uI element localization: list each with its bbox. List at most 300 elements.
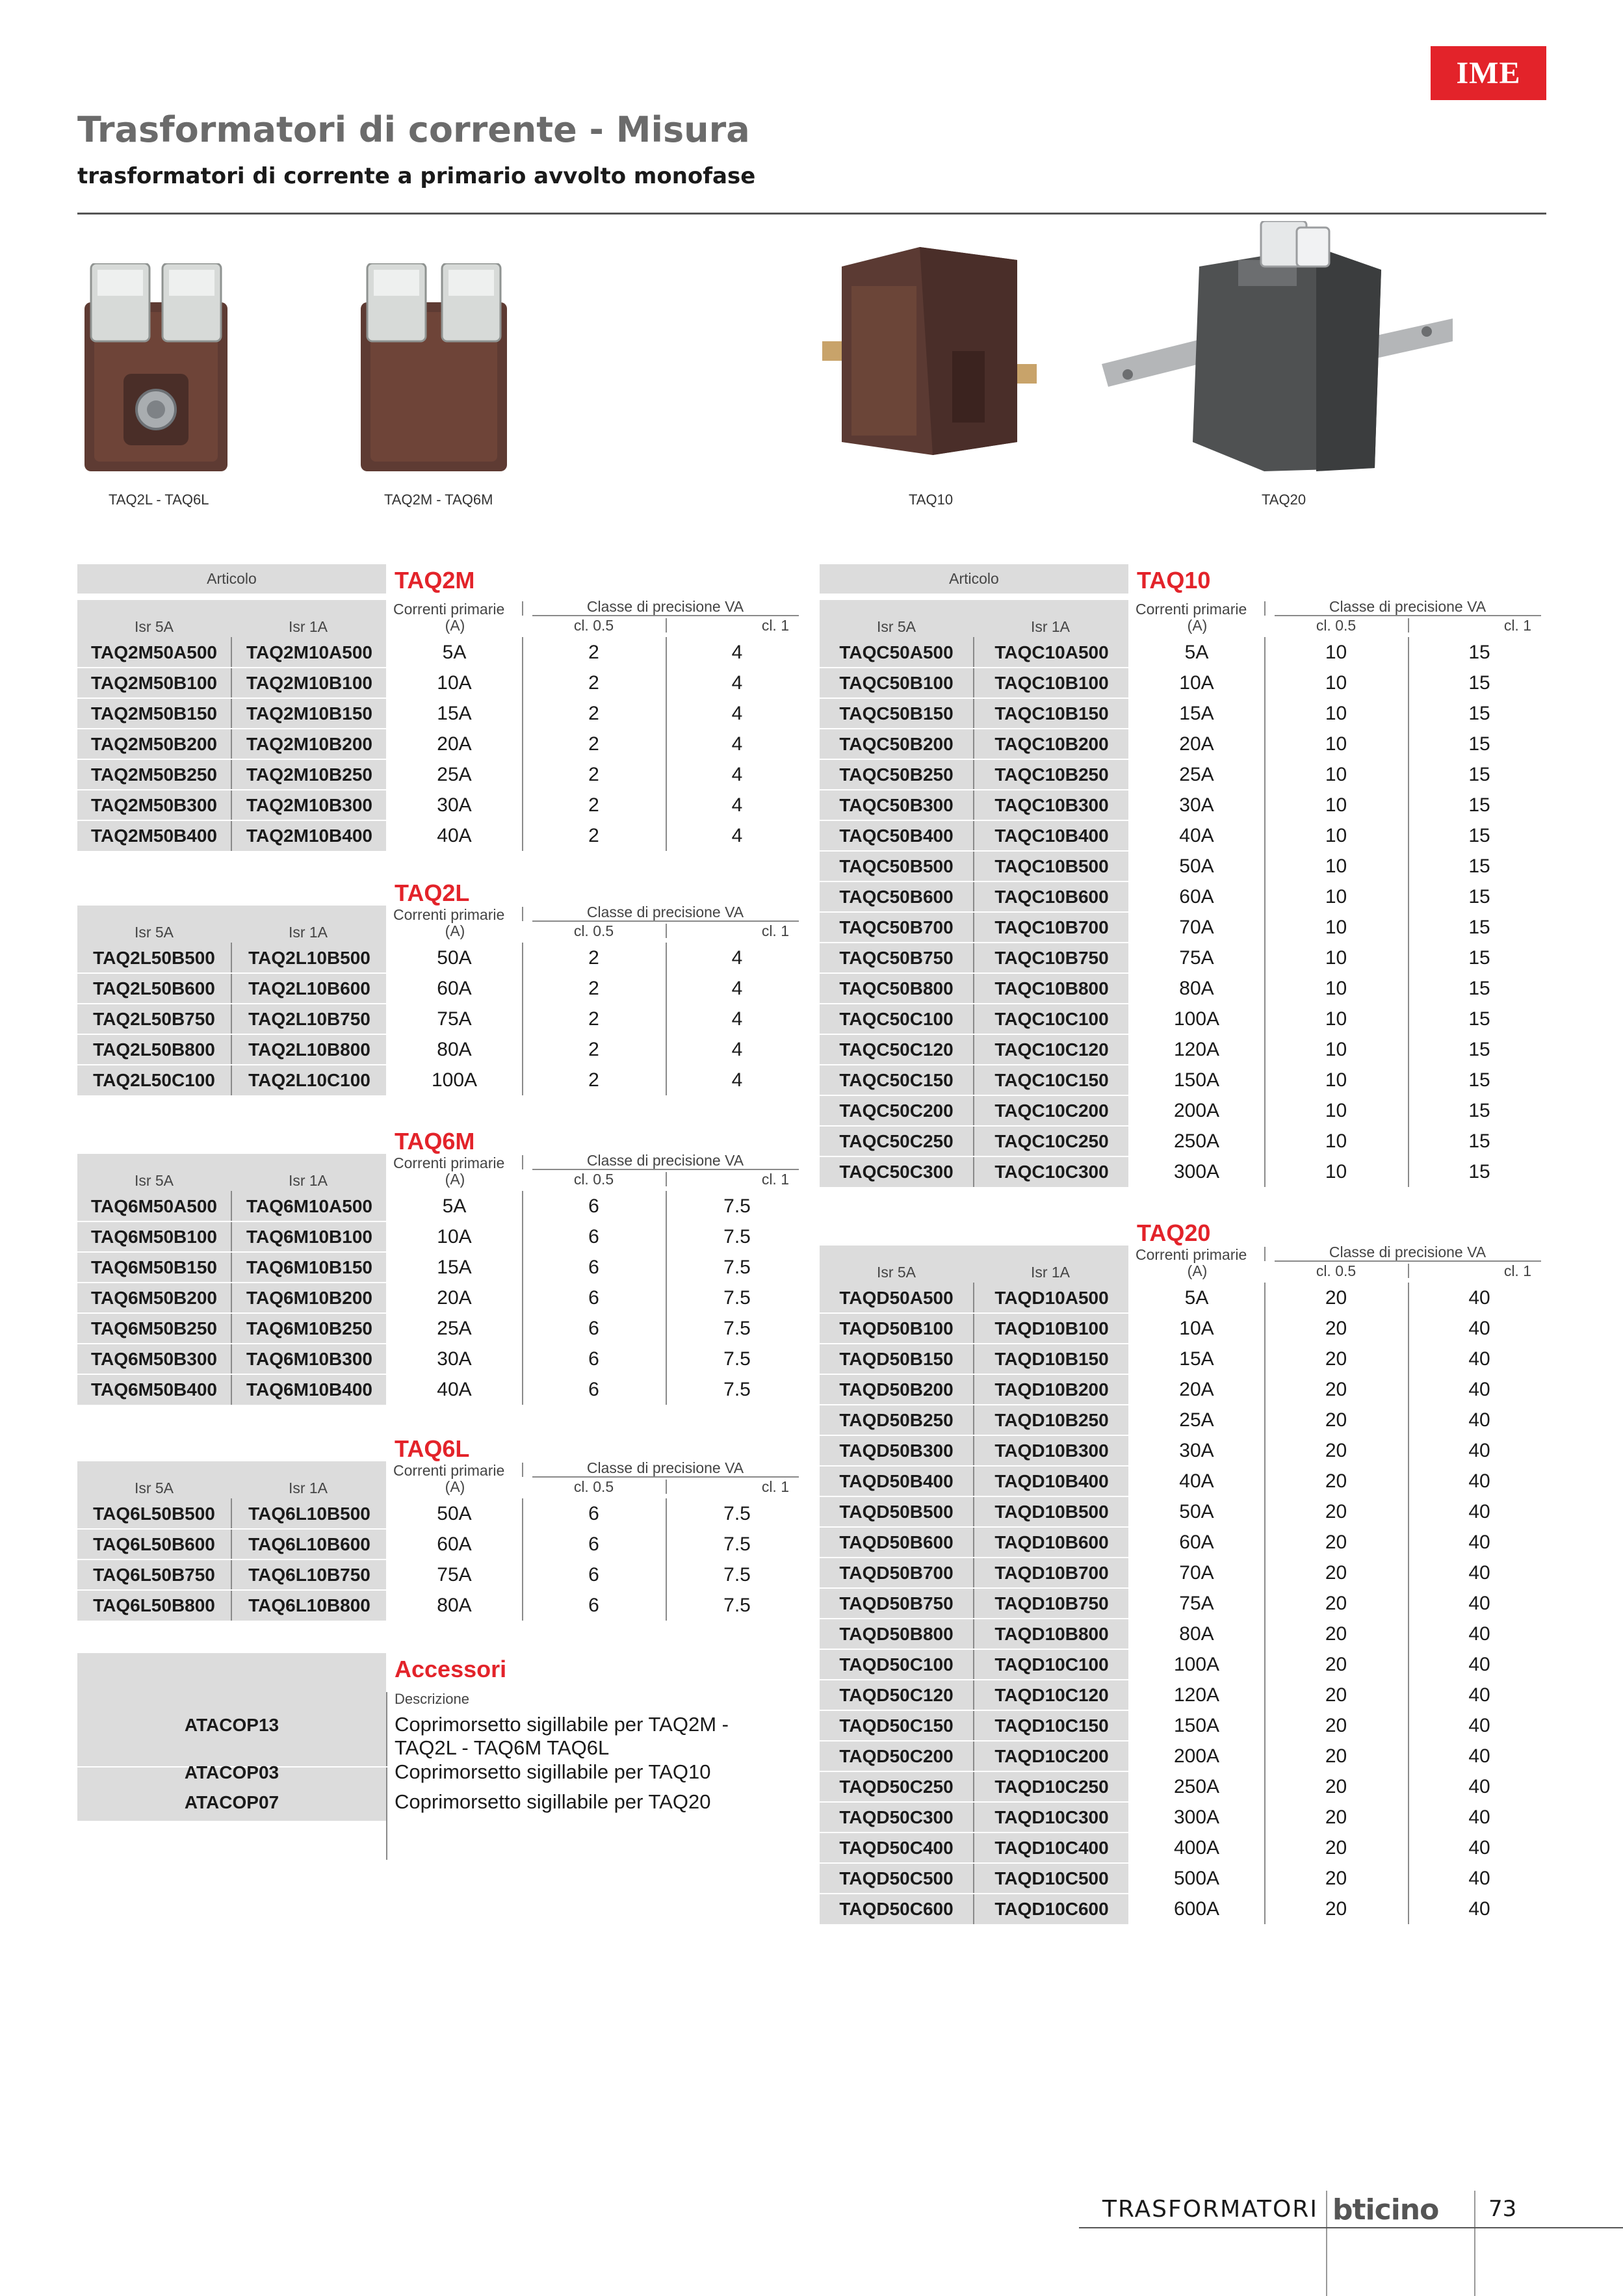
table-title: TAQ2M xyxy=(395,567,475,594)
footer-rule xyxy=(1079,2227,1623,2228)
article-code-5a: TAQC50C150 xyxy=(839,1070,954,1090)
correnti-label: Correnti primarie xyxy=(1136,601,1247,618)
class-1-va: 7.5 xyxy=(723,1564,751,1585)
class-1-va: 40 xyxy=(1468,1593,1490,1614)
class-1-va: 15 xyxy=(1468,764,1490,785)
class-0-5-va: 20 xyxy=(1325,1715,1347,1736)
article-code-1a: TAQC10B100 xyxy=(973,668,1129,698)
article-code-1a: TAQC10A500 xyxy=(973,637,1129,668)
class-0-5-va: 2 xyxy=(588,978,599,999)
primary-current: 50A xyxy=(437,1503,472,1524)
article-code-5a: TAQD50C500 xyxy=(839,1868,954,1888)
class-0-5-va: 6 xyxy=(588,1533,599,1555)
primary-current: 5A xyxy=(442,642,467,663)
article-code-5a: TAQ6M50B300 xyxy=(90,1349,217,1369)
article-code-1a: TAQC10C120 xyxy=(973,1034,1129,1065)
primary-current: 20A xyxy=(1179,1379,1214,1400)
taq2m-product-image xyxy=(354,263,513,478)
class-0-5-va: 6 xyxy=(588,1195,599,1217)
primary-current: 30A xyxy=(437,1348,472,1370)
class-1-va: 7.5 xyxy=(723,1595,751,1616)
article-code-5a: TAQC50B300 xyxy=(839,795,954,815)
class-1-va: 7.5 xyxy=(723,1195,751,1217)
class-1-va: 15 xyxy=(1468,1008,1490,1030)
article-code-5a: TAQD50C400 xyxy=(839,1838,954,1858)
class-0-5-va: 6 xyxy=(588,1257,599,1278)
article-code-5a: TAQD50C100 xyxy=(839,1654,954,1675)
primary-current: 70A xyxy=(1179,1562,1214,1584)
class-1-va: 40 xyxy=(1468,1409,1490,1431)
accessory-code: ATACOP07 xyxy=(184,1792,279,1812)
article-code-1a: TAQC10B150 xyxy=(973,698,1129,729)
article-code-5a: TAQ2L50B500 xyxy=(93,948,215,968)
table-row xyxy=(820,912,1551,943)
class-1-va: 40 xyxy=(1468,1745,1490,1767)
table-title: TAQ2L xyxy=(395,880,470,906)
classe-label: Classe di precisione VA xyxy=(586,1459,744,1476)
class-0-5-va: 2 xyxy=(588,947,599,969)
table-row xyxy=(820,820,1551,851)
article-code-5a: TAQD50B400 xyxy=(839,1471,954,1491)
correnti-unit-label: (A) xyxy=(445,1478,465,1495)
page-title: Trasformatori di corrente - Misura xyxy=(77,109,750,150)
primary-current: 20A xyxy=(437,733,472,755)
class-1-va: 40 xyxy=(1468,1470,1490,1492)
article-code-1a: TAQC10B700 xyxy=(973,912,1129,943)
primary-current: 400A xyxy=(1173,1837,1220,1859)
class-1-va: 15 xyxy=(1468,672,1490,694)
table-row xyxy=(77,729,809,759)
article-code-1a: TAQ6M10B200 xyxy=(231,1283,387,1313)
article-code-5a: TAQC50C300 xyxy=(839,1162,954,1182)
class-1-va: 40 xyxy=(1468,1501,1490,1522)
table-row xyxy=(820,1004,1551,1034)
accessory-code: ATACOP13 xyxy=(184,1715,279,1735)
article-code-5a: TAQ2L50B600 xyxy=(93,978,215,998)
taq20-product-image xyxy=(1102,221,1453,475)
table-row xyxy=(820,1126,1551,1156)
descrizione-label: Descrizione xyxy=(395,1691,469,1707)
cl1-label: cl. 1 xyxy=(761,617,789,634)
class-0-5-va: 10 xyxy=(1325,1008,1347,1030)
primary-current: 500A xyxy=(1173,1868,1220,1889)
class-0-5-va: 20 xyxy=(1325,1348,1347,1370)
primary-current: 75A xyxy=(437,1564,472,1585)
correnti-label: Correnti primarie xyxy=(393,601,505,618)
table-row xyxy=(77,1283,809,1313)
article-code-1a: TAQD10C400 xyxy=(973,1833,1129,1863)
class-0-5-va: 6 xyxy=(588,1318,599,1339)
accessories-title: Accessori xyxy=(395,1656,507,1682)
article-code-5a: TAQ2M50B100 xyxy=(90,673,217,693)
article-code-1a: TAQC10B200 xyxy=(973,729,1129,759)
table-row xyxy=(820,1680,1551,1710)
article-code-1a: TAQ2M10B300 xyxy=(231,790,387,820)
primary-current: 80A xyxy=(1179,978,1214,999)
class-0-5-va: 20 xyxy=(1325,1532,1347,1553)
article-code-5a: TAQ2M50B300 xyxy=(90,795,217,815)
table-row xyxy=(77,1498,809,1529)
article-code-1a: TAQD10C100 xyxy=(973,1649,1129,1680)
class-1-va: 7.5 xyxy=(723,1257,751,1278)
article-code-1a: TAQC10B800 xyxy=(973,973,1129,1004)
table-row xyxy=(820,1065,1551,1095)
article-code-1a: TAQ6M10A500 xyxy=(231,1191,387,1221)
article-code-5a: TAQ2L50B750 xyxy=(93,1009,215,1029)
class-0-5-va: 10 xyxy=(1325,825,1347,846)
class-1-va: 7.5 xyxy=(723,1226,751,1247)
classe-label: Classe di precisione VA xyxy=(586,1152,744,1169)
bticino-logo: bticino xyxy=(1332,2193,1439,2226)
class-1-va: 15 xyxy=(1468,825,1490,846)
class-0-5-va: 20 xyxy=(1325,1409,1347,1431)
table-row xyxy=(77,698,809,729)
table-row xyxy=(820,1527,1551,1558)
class-0-5-va: 20 xyxy=(1325,1379,1347,1400)
class-0-5-va: 6 xyxy=(588,1348,599,1370)
table-row xyxy=(77,1559,809,1590)
class-0-5-va: 2 xyxy=(588,672,599,694)
article-code-1a: TAQC10B300 xyxy=(973,790,1129,820)
class-0-5-va: 2 xyxy=(588,703,599,724)
class-1-va: 7.5 xyxy=(723,1318,751,1339)
class-0-5-va: 6 xyxy=(588,1226,599,1247)
table-row xyxy=(820,851,1551,881)
isr5-label: Isr 5A xyxy=(134,924,174,941)
primary-current: 15A xyxy=(437,703,472,724)
class-0-5-va: 2 xyxy=(588,764,599,785)
class-0-5-va: 2 xyxy=(588,1008,599,1030)
article-code-1a: TAQD10B250 xyxy=(973,1405,1129,1435)
article-code-5a: TAQD50B150 xyxy=(839,1349,954,1369)
class-1-va: 40 xyxy=(1468,1287,1490,1309)
article-code-1a: TAQ6M10B400 xyxy=(231,1374,387,1405)
primary-current: 100A xyxy=(1173,1654,1220,1675)
class-0-5-va: 6 xyxy=(588,1564,599,1585)
primary-current: 80A xyxy=(437,1595,472,1616)
class-1-va: 40 xyxy=(1468,1532,1490,1553)
cl1-label: cl. 1 xyxy=(1503,1262,1531,1279)
article-code-5a: TAQC50B400 xyxy=(839,826,954,846)
class-1-va: 40 xyxy=(1468,1898,1490,1920)
primary-current: 40A xyxy=(437,825,472,846)
class-0-5-va: 10 xyxy=(1325,1100,1347,1121)
article-code-5a: TAQD50B800 xyxy=(839,1624,954,1644)
table-row xyxy=(77,790,809,820)
class-0-5-va: 20 xyxy=(1325,1470,1347,1492)
class-0-5-va: 20 xyxy=(1325,1501,1347,1522)
class-1-va: 15 xyxy=(1468,1100,1490,1121)
article-code-1a: TAQD10B100 xyxy=(973,1313,1129,1344)
class-0-5-va: 2 xyxy=(588,1069,599,1091)
correnti-unit-label: (A) xyxy=(1187,1262,1208,1279)
article-code-1a: TAQC10B250 xyxy=(973,759,1129,790)
article-code-5a: TAQ6M50B250 xyxy=(90,1318,217,1338)
primary-current: 30A xyxy=(1179,1440,1214,1461)
primary-current: 5A xyxy=(1184,642,1209,663)
correnti-unit-label: (A) xyxy=(445,1171,465,1188)
table-row xyxy=(820,1771,1551,1802)
class-1-va: 15 xyxy=(1468,1039,1490,1060)
article-code-1a: TAQD10C500 xyxy=(973,1863,1129,1894)
primary-current: 120A xyxy=(1173,1039,1220,1060)
article-code-5a: TAQD50C600 xyxy=(839,1899,954,1919)
article-code-5a: TAQC50B600 xyxy=(839,887,954,907)
correnti-unit-label: (A) xyxy=(1187,617,1208,634)
article-code-1a: TAQ2L10B800 xyxy=(231,1034,387,1065)
article-code-1a: TAQC10C100 xyxy=(973,1004,1129,1034)
article-code-5a: TAQC50A500 xyxy=(839,642,954,662)
class-0-5-va: 2 xyxy=(588,733,599,755)
primary-current: 60A xyxy=(437,978,472,999)
class-1-va: 15 xyxy=(1468,642,1490,663)
title-divider xyxy=(77,213,1546,215)
article-code-5a: TAQC50B750 xyxy=(839,948,954,968)
table-row xyxy=(77,759,809,790)
article-code-5a: TAQD50B600 xyxy=(839,1532,954,1552)
isr1-label: Isr 1A xyxy=(1030,618,1071,635)
article-code-1a: TAQC10C250 xyxy=(973,1126,1129,1156)
table-row xyxy=(77,820,809,851)
articolo-label: Articolo xyxy=(949,570,999,587)
article-code-5a: TAQC50C100 xyxy=(839,1009,954,1029)
article-code-1a: TAQC10B500 xyxy=(973,851,1129,881)
article-code-1a: TAQ6L10B500 xyxy=(231,1498,387,1529)
primary-current: 75A xyxy=(437,1008,472,1030)
class-1-va: 40 xyxy=(1468,1379,1490,1400)
table-row xyxy=(77,1313,809,1344)
isr1-label: Isr 1A xyxy=(288,924,328,941)
class-1-va: 7.5 xyxy=(723,1533,751,1555)
article-code-1a: TAQC10B750 xyxy=(973,943,1129,973)
table-row xyxy=(820,1034,1551,1065)
table-row xyxy=(820,729,1551,759)
correnti-unit-label: (A) xyxy=(445,617,465,634)
primary-current: 15A xyxy=(1179,703,1214,724)
table-row xyxy=(820,1374,1551,1405)
correnti-label: Correnti primarie xyxy=(393,906,505,923)
article-code-5a: TAQ2M50B150 xyxy=(90,703,217,724)
cl05-label: cl. 0.5 xyxy=(573,1478,614,1495)
primary-current: 250A xyxy=(1173,1776,1220,1797)
class-0-5-va: 10 xyxy=(1325,947,1347,969)
article-code-5a: TAQD50A500 xyxy=(839,1288,954,1308)
correnti-label: Correnti primarie xyxy=(1136,1246,1247,1263)
article-code-1a: TAQ6L10B600 xyxy=(231,1529,387,1559)
table-row xyxy=(77,1065,809,1095)
article-code-5a: TAQC50C120 xyxy=(839,1039,954,1060)
article-code-1a: TAQD10C150 xyxy=(973,1710,1129,1741)
article-code-1a: TAQD10B200 xyxy=(973,1374,1129,1405)
table-row xyxy=(77,1191,809,1221)
class-0-5-va: 10 xyxy=(1325,1069,1347,1091)
primary-current: 200A xyxy=(1173,1745,1220,1767)
class-0-5-va: 20 xyxy=(1325,1287,1347,1309)
photo-caption: TAQ10 xyxy=(909,491,954,508)
class-0-5-va: 2 xyxy=(588,1039,599,1060)
table-title: TAQ6M xyxy=(395,1128,475,1155)
class-1-va: 4 xyxy=(731,825,743,846)
table-row xyxy=(820,1619,1551,1649)
article-code-5a: TAQ6L50B800 xyxy=(93,1595,215,1615)
table-row xyxy=(820,1405,1551,1435)
taq10-product-image xyxy=(822,247,1037,462)
classe-label: Classe di precisione VA xyxy=(1329,1244,1487,1260)
photo-caption: TAQ2L - TAQ6L xyxy=(109,491,209,508)
article-code-1a: TAQ6M10B100 xyxy=(231,1221,387,1252)
footer-divider xyxy=(1474,2191,1475,2296)
article-code-5a: TAQD50B700 xyxy=(839,1563,954,1583)
article-code-1a: TAQD10B300 xyxy=(973,1435,1129,1466)
primary-current: 120A xyxy=(1173,1684,1220,1706)
articolo-label: Articolo xyxy=(207,570,257,587)
article-code-1a: TAQD10C600 xyxy=(973,1894,1129,1924)
isr5-label: Isr 5A xyxy=(134,1480,174,1496)
table-row xyxy=(820,668,1551,698)
primary-current: 150A xyxy=(1173,1715,1220,1736)
class-0-5-va: 20 xyxy=(1325,1745,1347,1767)
class-0-5-va: 10 xyxy=(1325,855,1347,877)
class-1-va: 40 xyxy=(1468,1440,1490,1461)
primary-current: 25A xyxy=(437,764,472,785)
class-1-va: 7.5 xyxy=(723,1503,751,1524)
table-row xyxy=(820,1283,1551,1313)
table-row xyxy=(820,1344,1551,1374)
article-code-1a: TAQD10B400 xyxy=(973,1466,1129,1496)
table-row xyxy=(820,1833,1551,1863)
primary-current: 75A xyxy=(1179,947,1214,969)
accessory-description: Coprimorsetto sigillabile per TAQ2M - TAQ2L - TAQ6M TAQ6L xyxy=(395,1713,729,1759)
class-1-va: 40 xyxy=(1468,1348,1490,1370)
table-row xyxy=(820,1156,1551,1187)
article-code-5a: TAQD50B500 xyxy=(839,1502,954,1522)
cl1-label: cl. 1 xyxy=(1503,617,1531,634)
primary-current: 20A xyxy=(437,1287,472,1309)
primary-current: 50A xyxy=(1179,855,1214,877)
isr1-label: Isr 1A xyxy=(288,618,328,635)
article-code-5a: TAQ6L50B600 xyxy=(93,1534,215,1554)
primary-current: 60A xyxy=(437,1533,472,1555)
table-row xyxy=(820,1802,1551,1833)
class-1-va: 15 xyxy=(1468,886,1490,907)
primary-current: 25A xyxy=(1179,764,1214,785)
table-row xyxy=(820,698,1551,729)
article-code-5a: TAQC50C250 xyxy=(839,1131,954,1151)
taq2l-product-image xyxy=(78,263,234,478)
accessory-description: Coprimorsetto sigillabile per TAQ20 xyxy=(395,1790,711,1813)
article-code-5a: TAQC50B200 xyxy=(839,734,954,754)
article-code-5a: TAQ6M50B100 xyxy=(90,1227,217,1247)
classe-label: Classe di precisione VA xyxy=(586,904,744,920)
class-0-5-va: 20 xyxy=(1325,1807,1347,1828)
article-code-5a: TAQ2M50A500 xyxy=(90,642,217,662)
table-row xyxy=(820,1863,1551,1894)
article-code-1a: TAQ6M10B150 xyxy=(231,1252,387,1283)
table-row xyxy=(820,1496,1551,1527)
accessory-description: Coprimorsetto sigillabile per TAQ10 xyxy=(395,1760,711,1783)
cl1-label: cl. 1 xyxy=(761,1171,789,1188)
primary-current: 50A xyxy=(1179,1501,1214,1522)
primary-current: 30A xyxy=(437,794,472,816)
class-1-va: 4 xyxy=(731,1039,743,1060)
table-row xyxy=(77,1221,809,1252)
class-0-5-va: 20 xyxy=(1325,1654,1347,1675)
class-0-5-va: 20 xyxy=(1325,1623,1347,1645)
class-1-va: 15 xyxy=(1468,917,1490,938)
class-0-5-va: 20 xyxy=(1325,1776,1347,1797)
isr1-label: Isr 1A xyxy=(1030,1264,1071,1281)
footer-divider xyxy=(1326,2191,1327,2296)
class-0-5-va: 10 xyxy=(1325,978,1347,999)
primary-current: 15A xyxy=(1179,1348,1214,1370)
class-0-5-va: 10 xyxy=(1325,886,1347,907)
primary-current: 300A xyxy=(1173,1161,1220,1182)
article-code-1a: TAQD10B150 xyxy=(973,1344,1129,1374)
primary-current: 60A xyxy=(1179,886,1214,907)
correnti-unit-label: (A) xyxy=(445,922,465,939)
table-row xyxy=(77,637,809,668)
class-1-va: 40 xyxy=(1468,1318,1490,1339)
article-code-1a: TAQ2L10C100 xyxy=(231,1065,387,1095)
article-code-5a: TAQC50C200 xyxy=(839,1101,954,1121)
class-1-va: 4 xyxy=(731,764,743,785)
article-code-5a: TAQ2M50B200 xyxy=(90,734,217,754)
table-row xyxy=(820,943,1551,973)
article-code-5a: TAQ6M50B150 xyxy=(90,1257,217,1277)
article-code-5a: TAQ2M50B400 xyxy=(90,826,217,846)
article-code-5a: TAQC50B500 xyxy=(839,856,954,876)
article-code-1a: TAQD10B600 xyxy=(973,1527,1129,1558)
class-1-va: 15 xyxy=(1468,1069,1490,1091)
article-code-1a: TAQ2L10B750 xyxy=(231,1004,387,1034)
class-1-va: 40 xyxy=(1468,1562,1490,1584)
table-row xyxy=(77,1004,809,1034)
primary-current: 10A xyxy=(1179,672,1214,694)
class-0-5-va: 2 xyxy=(588,642,599,663)
cl05-label: cl. 0.5 xyxy=(573,617,614,634)
article-code-5a: TAQ6M50A500 xyxy=(90,1196,217,1216)
cl05-label: cl. 0.5 xyxy=(1316,1262,1357,1279)
class-0-5-va: 20 xyxy=(1325,1684,1347,1706)
article-code-5a: TAQC50B100 xyxy=(839,673,954,693)
primary-current: 80A xyxy=(437,1039,472,1060)
primary-current: 20A xyxy=(1179,733,1214,755)
article-code-5a: TAQ6M50B200 xyxy=(90,1288,217,1308)
primary-current: 10A xyxy=(437,672,472,694)
class-1-va: 4 xyxy=(731,703,743,724)
class-0-5-va: 6 xyxy=(588,1379,599,1400)
table-row xyxy=(77,973,809,1004)
article-code-5a: TAQD50B750 xyxy=(839,1593,954,1613)
article-code-5a: TAQ6M50B400 xyxy=(90,1379,217,1400)
article-code-1a: TAQD10C120 xyxy=(973,1680,1129,1710)
class-1-va: 15 xyxy=(1468,855,1490,877)
table-row xyxy=(820,1466,1551,1496)
primary-current: 30A xyxy=(1179,794,1214,816)
cl05-label: cl. 0.5 xyxy=(573,922,614,939)
article-code-1a: TAQD10B500 xyxy=(973,1496,1129,1527)
table-row xyxy=(820,1649,1551,1680)
primary-current: 300A xyxy=(1173,1807,1220,1828)
article-code-1a: TAQD10C250 xyxy=(973,1771,1129,1802)
article-code-5a: TAQD50C250 xyxy=(839,1777,954,1797)
article-code-1a: TAQC10B400 xyxy=(973,820,1129,851)
article-code-1a: TAQD10A500 xyxy=(973,1283,1129,1313)
table-row xyxy=(77,943,809,973)
primary-current: 40A xyxy=(437,1379,472,1400)
isr5-label: Isr 5A xyxy=(876,1264,916,1281)
table-row xyxy=(77,1252,809,1283)
